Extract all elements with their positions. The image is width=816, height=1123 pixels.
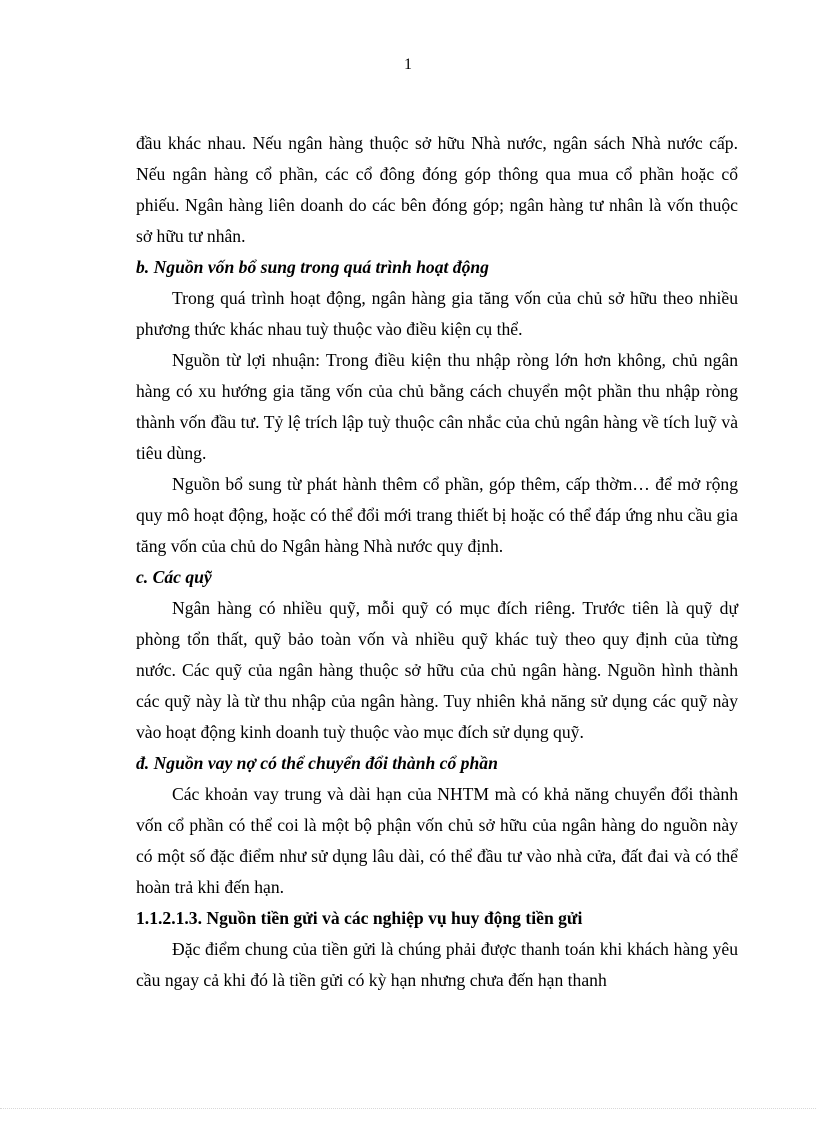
paragraph-funds: Ngân hàng có nhiều quỹ, mỗi quỹ có mục đích riêng. Trước tiên là quỹ dự phòng tổn thất, quỹ bảo toàn vốn và nhiều quỹ khác tuỳ theo quy định của từng nước. Các quỹ của ngân hàng thuộc sở hữu của chủ ngân hàng. Nguồn hình thành các quỹ này là từ thu nhập của ngân hàng. Tuy nhiên khả năng sử dụng các quỹ này vào hoạt động kinh doanh tuỳ thuộc vào mục đích sử dụng quỹ. bbox=[136, 598, 738, 742]
paragraph-deposits: Đặc điểm chung của tiền gửi là chúng phải được thanh toán khi khách hàng yêu cầu ngay cả khi đó là tiền gửi có kỳ hạn nhưng chưa đến hạn thanh bbox=[136, 939, 738, 990]
heading-deposit-section: 1.1.2.1.3. Nguồn tiền gửi và các nghiệp vụ huy động tiền gửi bbox=[136, 908, 583, 928]
heading-convertible-debt: đ. Nguồn vay nợ có thể chuyển đổi thành cổ phần bbox=[136, 753, 498, 773]
paragraph-profit-source: Nguồn từ lợi nhuận: Trong điều kiện thu nhập ròng lớn hơn không, chủ ngân hàng có xu hướng gia tăng vốn của chủ bằng cách chuyển một phần thu nhập ròng thành vốn đầu tư. Tỷ lệ trích lập tuỳ thuộc cân nhắc của chủ ngân hàng về tích luỹ và tiêu dùng. bbox=[136, 350, 738, 463]
paragraph-convertible-debt: Các khoản vay trung và dài hạn của NHTM mà có khả năng chuyển đổi thành vốn cổ phần có thể coi là một bộ phận vốn chủ sở hữu của ngân hàng do nguồn này có một số đặc điểm như sử dụng lâu dài, có thể đầu tư vào nhà cửa, đất đai và có thể hoàn trả khi đến hạn. bbox=[136, 784, 738, 897]
page-number: 1 bbox=[404, 56, 412, 73]
paragraph-share-issuance: Nguồn bổ sung từ phát hành thêm cổ phần, góp thêm, cấp thờm… để mở rộng quy mô hoạt động, hoặc có thể đổi mới trang thiết bị hoặc có thể đáp ứng nhu cầu gia tăng vốn của chủ do Ngân hàng Nhà nước quy định. bbox=[136, 474, 738, 556]
document-body bbox=[136, 128, 738, 996]
page-bottom-divider bbox=[0, 1108, 816, 1109]
heading-supplementary-capital: b. Nguồn vốn bổ sung trong quá trình hoạt động bbox=[136, 257, 489, 277]
paragraph-owner-capital: đầu khác nhau. Nếu ngân hàng thuộc sở hữu Nhà nước, ngân sách Nhà nước cấp. Nếu ngân hàng cổ phần, các cổ đông đóng góp thông qua mua cổ phần hoặc cổ phiếu. Ngân hàng liên doanh do các bên đóng góp; ngân hàng tư nhân là vốn thuộc sở hữu tư nhân. bbox=[136, 133, 738, 246]
paragraph-capital-growth: Trong quá trình hoạt động, ngân hàng gia tăng vốn của chủ sở hữu theo nhiều phương thức khác nhau tuỳ thuộc vào điều kiện cụ thể. bbox=[136, 288, 738, 339]
heading-funds: c. Các quỹ bbox=[136, 567, 212, 587]
